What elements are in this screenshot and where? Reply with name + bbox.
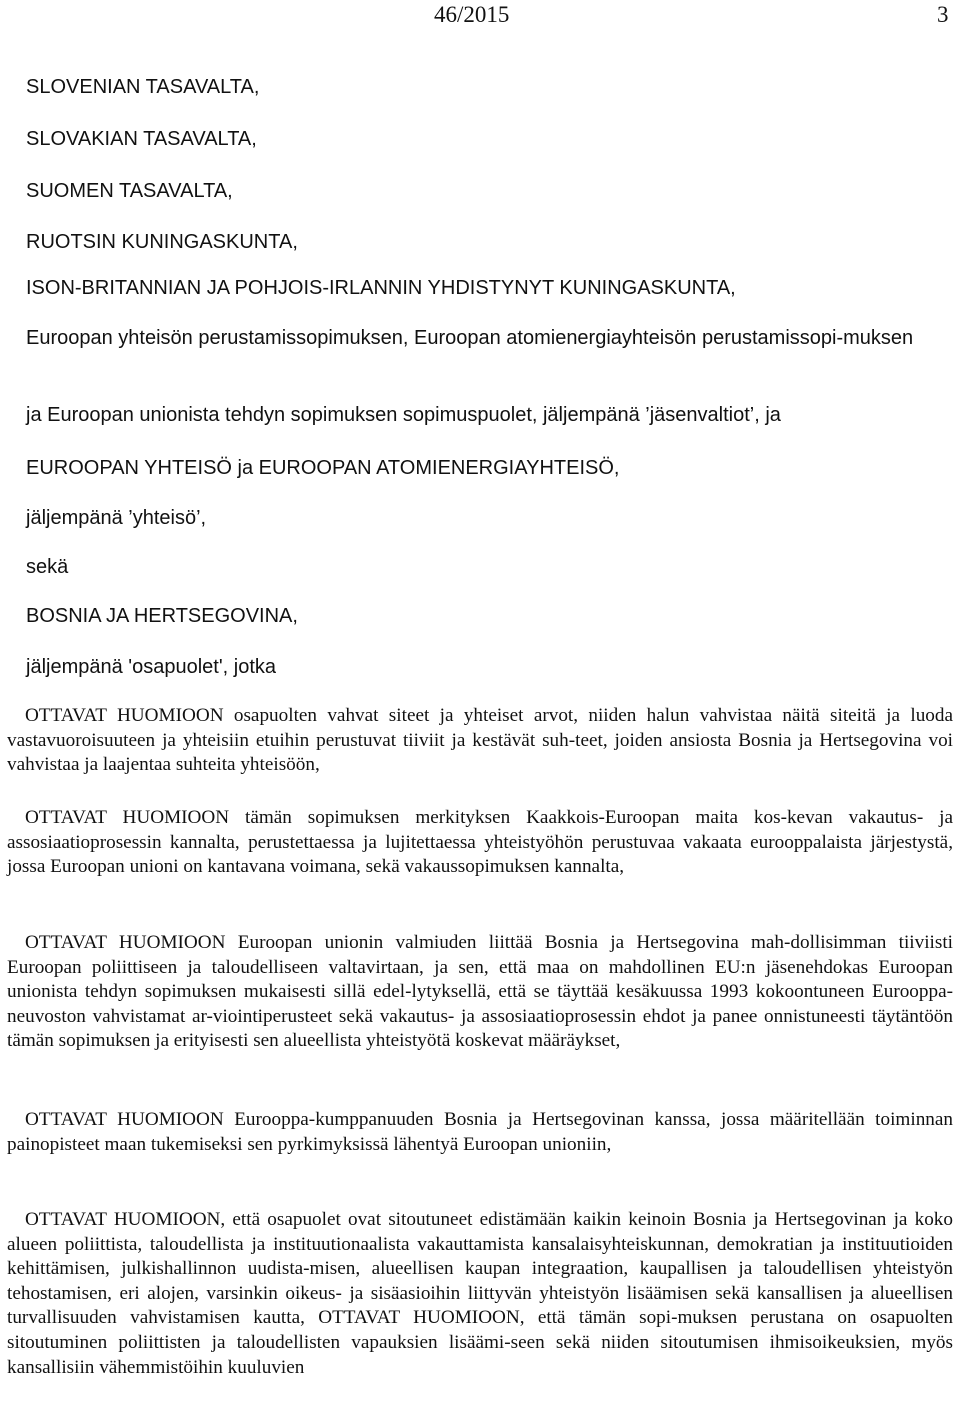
intro-bosnia: BOSNIA JA HERTSEGOVINA, <box>26 605 298 627</box>
issue-number: 46/2015 <box>434 2 510 27</box>
party-united-kingdom: ISON-BRITANNIAN JA POHJOIS-IRLANNIN YHDISTYNYT KUNINGASKUNTA, <box>26 277 736 299</box>
recital-2: OTTAVAT HUOMIOON tämän sopimuksen merkityksen Kaakkois-Euroopan maita kos-kevan vakautus- ja assosiaatioprosessin kannalta, perustettaessa ja lujitettaessa yhteistyöhön perustuvaa vakaata eurooppalaista järjestystä, jossa Euroopan unioni on kantavana voimana, sekä vakaussopimuksen kannalta, <box>7 807 953 878</box>
page-header <box>0 0 960 30</box>
intro-union: ja Euroopan unionista tehdyn sopimuksen sopimuspuolet, jäljempänä ’jäsenvaltiot’, ja <box>26 404 781 426</box>
party-finland: SUOMEN TASAVALTA, <box>26 180 233 202</box>
intro-parties-definition: jäljempänä 'osapuolet', jotka <box>26 656 277 678</box>
intro-treaties: Euroopan yhteisön perustamissopimuksen, Euroopan atomienergiayhteisön perustamissopi-muksen <box>26 327 914 349</box>
recital-4: OTTAVAT HUOMIOON Eurooppa-kumppanuuden Bosnia ja Hertsegovinan kanssa, jossa määritellään toiminnan painopisteet maan tukemiseksi sen pyrkimyksissä lähentyä Euroopan unioniin, <box>7 1109 953 1155</box>
recital-3: OTTAVAT HUOMIOON Euroopan unionin valmiuden liittää Bosnia ja Hertsegovina mah-dollisimman tiiviisti Euroopan poliittiseen ja taloudelliseen valtavirtaan, ja sen, että maa on mahdollinen EU:n jäsenehdokas Euroopan unionista tehdyn sopimuksen mukaisesti sillä edel-lytyksellä, että se täyttää kesäkuussa 1993 kokoontuneen Eurooppa-neuvoston vahvistamat ar-viointiperusteet sekä vakautus- ja assosiaatioprosessin ehdot ja panee onnistuneesti täytäntöön tämän sopimuksen ja erityisesti sen alueellista yhteistyötä koskevat määräykset, <box>7 932 953 1052</box>
intro-and: sekä <box>26 556 69 578</box>
intro-community-definition: jäljempänä ’yhteisö’, <box>26 507 207 529</box>
recital-1: OTTAVAT HUOMIOON osapuolten vahvat siteet ja yhteiset arvot, niiden halun vahvistaa näitä siteitä ja luoda vastavuoroisuuteen ja yhteisiin etuihin perustuvat tiiviit ja kestävät suh-teet, joiden ansiosta Bosnia ja Hertsegovina voi vahvistaa ja laajentaa suhteita yhteisöön, <box>7 705 953 776</box>
party-sweden: RUOTSIN KUNINGASKUNTA, <box>26 231 298 253</box>
intro-communities: EUROOPAN YHTEISÖ ja EUROOPAN ATOMIENERGIAYHTEISÖ, <box>26 457 620 479</box>
page-number: 3 <box>937 2 949 27</box>
party-slovenia: SLOVENIAN TASAVALTA, <box>26 76 260 98</box>
party-slovakia: SLOVAKIAN TASAVALTA, <box>26 128 257 150</box>
recital-5: OTTAVAT HUOMIOON, että osapuolet ovat sitoutuneet edistämään kaikin keinoin Bosnia ja Hertsegovinan ja koko alueen poliittista, taloudellista ja instituutionaalista vakauttamista kansalaisyhteiskunnan, demokratian ja instituutioiden kehittämisen, julkishallinnon uudista-misen, alueellisen kaupan integraation, kaupallisen ja taloudellisen yhteistyön tehostamisen, eri alojen, varsinkin oikeus- ja sisäasioihin liittyvän yhteistyön lisäämisen sekä kansallisen ja alueellisen turvallisuuden vahvistamisen kautta, OTTAVAT HUOMIOON, että tämän sopi-muksen perustana on osapuolten sitoutuminen poliittisten ja taloudellisten vapauksien lisäämi-seen sekä niiden sitoutumisen ihmisoikeuksien, myös kansallisiin vähemmistöihin kuuluvien <box>7 1209 953 1378</box>
